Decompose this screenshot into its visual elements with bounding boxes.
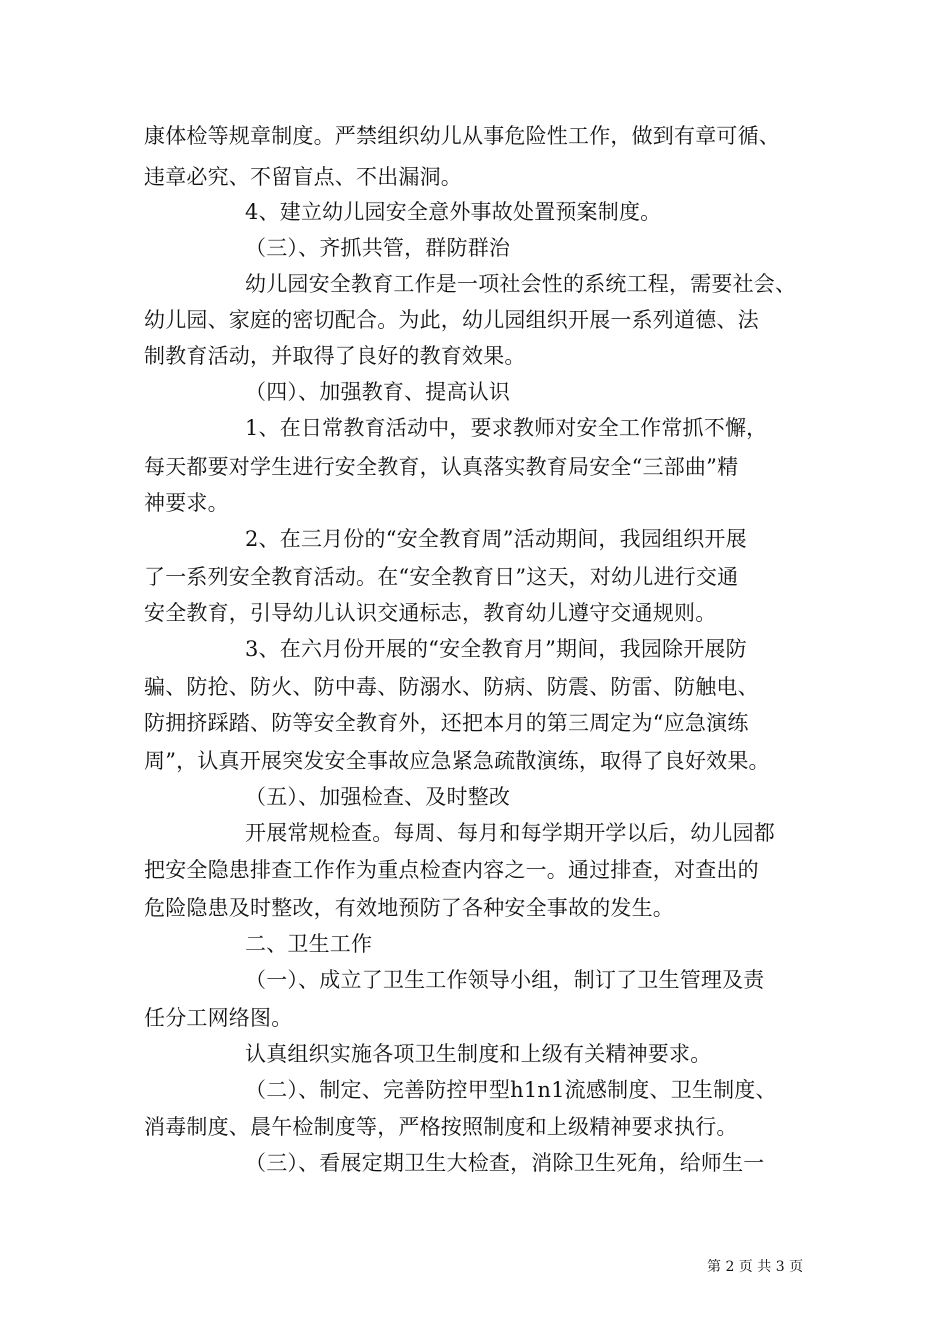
section-heading: （四）、加强教育、提高认识 xyxy=(245,380,511,404)
text-line: 幼儿园安全教育工作是一项社会性的系统工程，需要社会、 xyxy=(245,272,797,296)
text-line: 3、在六月份开展的“安全教育月”期间，我园除开展防 xyxy=(245,637,747,661)
text-line: 骗、防抢、防火、防中毒、防溺水、防病、防震、防雷、防触电、 xyxy=(144,675,759,699)
text-line: 把安全隐患排查工作作为重点检查内容之一。通过排查，对查出的 xyxy=(144,858,759,882)
text-line: 了一系列安全教育活动。在“安全教育日”这天，对幼儿进行交通 xyxy=(144,565,739,589)
text-line: 认真组织实施各项卫生制度和上级有关精神要求。 xyxy=(245,1042,712,1066)
text-line: 2、在三月份的“安全教育周”活动期间，我园组织开展 xyxy=(245,527,747,551)
text-line: 安全教育，引导幼儿认识交通标志，教育幼儿遵守交通规则。 xyxy=(144,601,717,625)
text-line: 防拥挤踩踏、防等安全教育外，还把本月的第三周定为“应急演练 xyxy=(144,711,749,735)
text-line: 4、建立幼儿园安全意外事故处置预案制度。 xyxy=(245,200,662,224)
text-line: （一）、成立了卫生工作领导小组，制订了卫生管理及责 xyxy=(245,968,765,992)
text-line: 每天都要对学生进行安全教育，认真落实教育局安全“三部曲”精 xyxy=(144,455,739,479)
text-line: 开展常规检查。每周、每月和每学期开学以后，幼儿园都 xyxy=(245,821,775,845)
text-line: （二）、制定、完善防控甲型h1n1流感制度、卫生制度、 xyxy=(245,1078,777,1102)
text-line: （三）、看展定期卫生大检查，消除卫生死角，给师生一 xyxy=(245,1151,765,1175)
page-number-footer: 第 2 页 共 3 页 xyxy=(707,1259,804,1275)
text-line: 1、在日常教育活动中，要求教师对安全工作常抓不懈， xyxy=(245,416,768,440)
text-line: 制教育活动，并取得了良好的教育效果。 xyxy=(144,344,526,368)
section-heading: （三）、齐抓共管，群防群治 xyxy=(245,236,511,260)
text-line: 违章必究、不留盲点、不出漏洞。 xyxy=(144,165,462,189)
section-heading: （五）、加强检查、及时整改 xyxy=(245,785,511,809)
text-line: 周”，认真开展突发安全事故应急紧急疏散演练，取得了良好效果。 xyxy=(144,749,770,773)
text-line: 神要求。 xyxy=(144,491,229,515)
section-heading: 二、卫生工作 xyxy=(245,932,373,956)
text-line: 幼儿园、家庭的密切配合。为此，幼儿园组织开展一系列道德、法 xyxy=(144,308,759,332)
text-line: 康体检等规章制度。严禁组织幼儿从事危险性工作，做到有章可循、 xyxy=(144,124,780,148)
text-line: 消毒制度、晨午检制度等，严格按照制度和上级精神要求执行。 xyxy=(144,1115,738,1139)
text-line: 危险隐患及时整改，有效地预防了各种安全事故的发生。 xyxy=(144,896,674,920)
text-line: 任分工网络图。 xyxy=(144,1006,293,1030)
